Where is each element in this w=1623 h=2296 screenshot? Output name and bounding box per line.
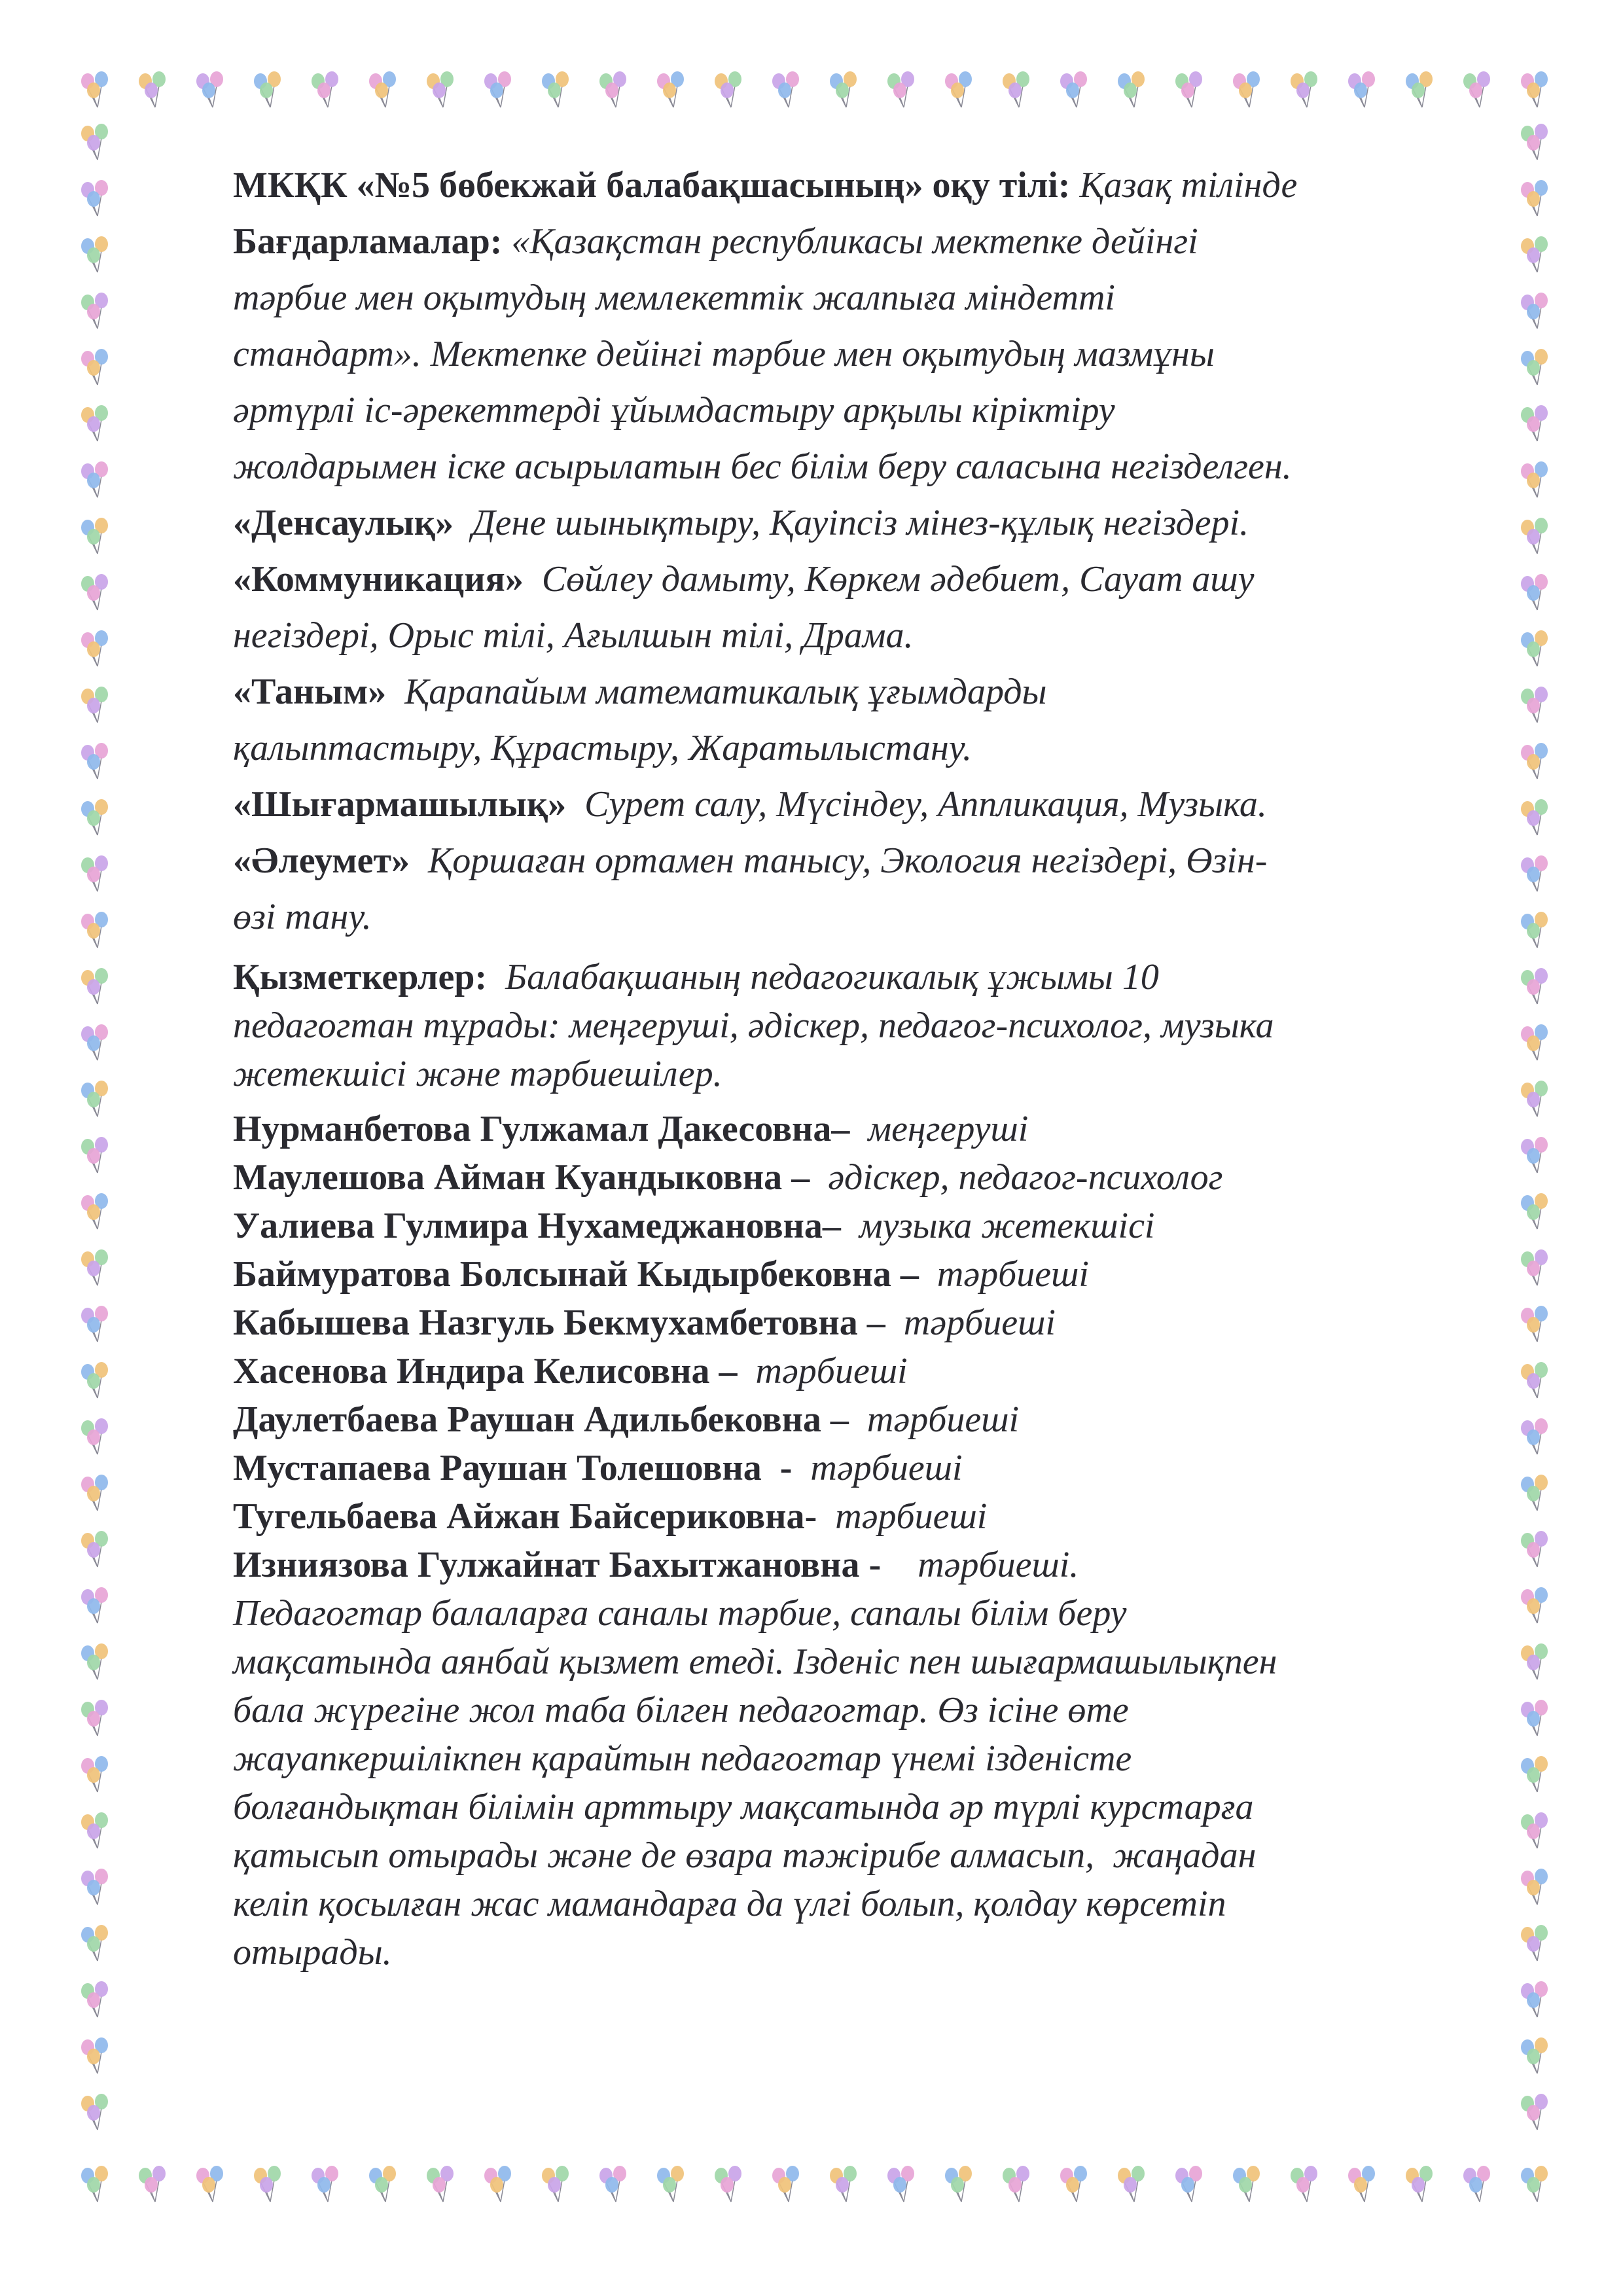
closing-line: болғандықтан білімін арттыру мақсатында әр түрлі курстарға: [233, 1787, 1254, 1827]
balloon-cluster-icon: [81, 2037, 108, 2073]
balloon-cluster-icon: [81, 630, 108, 666]
programs-line: «Қазақстан республикасы мектепке дейінгі: [511, 221, 1198, 262]
balloon-cluster-icon: [1521, 2037, 1548, 2073]
staff-name: Мустапаева Раушан Толешовна: [233, 1448, 762, 1488]
closing-line: бала жүрегіне жол таба білген педагогтар. Өз ісіне өте: [233, 1690, 1129, 1731]
balloon-cluster-icon: [887, 71, 914, 107]
balloon-cluster-icon: [1521, 71, 1548, 107]
area-name: «Денсаулық»: [233, 503, 454, 543]
balloon-cluster-icon: [81, 912, 108, 948]
staff-name: Уалиева Гулмира Нухамеджановна: [233, 1206, 823, 1246]
document-body: [233, 157, 1529, 1977]
area-communication: [233, 551, 1529, 664]
balloon-cluster-icon: [81, 1306, 108, 1342]
balloon-cluster-icon: [599, 2166, 626, 2202]
area-name: «Таным»: [233, 672, 387, 712]
balloon-cluster-icon: [427, 2166, 454, 2202]
staff-intro-line: педагогтан тұрады: меңгеруші, әдіскер, педагог-психолог, музыка: [233, 1005, 1274, 1046]
staff-separator: –: [782, 1157, 810, 1198]
staff-separator: –: [709, 1351, 738, 1391]
area-name: «Коммуникация»: [233, 559, 524, 600]
staff-name: Хасенова Индира Келисовна: [233, 1351, 710, 1391]
staff-separator: -: [859, 1545, 882, 1585]
staff-row: [233, 1299, 1529, 1347]
balloon-cluster-icon: [81, 124, 108, 160]
staff-separator: –: [822, 1206, 841, 1246]
balloon-cluster-icon: [1463, 71, 1490, 107]
balloon-cluster-icon: [1233, 2166, 1260, 2202]
balloon-cluster-icon: [715, 71, 741, 107]
balloon-cluster-icon: [139, 71, 166, 107]
area-creativity: [233, 776, 1529, 833]
staff-role: тәрбиеші: [835, 1496, 988, 1537]
programs-line: әртүрлі іс-әрекеттерді ұйымдастыру арқылы кіріктіру: [233, 390, 1115, 431]
staff-role: тәрбиеші: [936, 1254, 1089, 1295]
staff-row: [233, 1444, 1529, 1492]
balloon-cluster-icon: [1118, 71, 1145, 107]
balloon-cluster-icon: [81, 1812, 108, 1848]
balloon-cluster-icon: [254, 2166, 281, 2202]
balloon-cluster-icon: [1521, 2094, 1548, 2130]
balloon-cluster-icon: [81, 1981, 108, 2017]
balloon-cluster-icon: [81, 1193, 108, 1229]
balloon-cluster-icon: [81, 2094, 108, 2130]
balloon-cluster-icon: [81, 405, 108, 441]
area-cognition: [233, 664, 1529, 776]
balloon-cluster-icon: [81, 1362, 108, 1398]
staff-name: Кабышева Назгуль Бекмухамбетовна: [233, 1302, 858, 1343]
balloon-cluster-icon: [772, 2166, 799, 2202]
balloon-cluster-icon: [81, 1587, 108, 1623]
programs-paragraph: [233, 213, 1529, 495]
balloon-cluster-icon: [81, 1137, 108, 1173]
balloon-cluster-icon: [81, 968, 108, 1004]
staff-row: [233, 1541, 1529, 1589]
balloon-cluster-icon: [1175, 2166, 1202, 2202]
heading-bold: МКҚК «№5 бөбекжай балабақшасының» оқу тілі:: [233, 165, 1071, 206]
balloon-cluster-icon: [81, 1418, 108, 1454]
staff-role: музыка жетекшісі: [859, 1206, 1155, 1246]
balloon-cluster-icon: [1521, 1981, 1548, 2017]
heading-line: [233, 157, 1529, 213]
balloon-cluster-icon: [81, 1249, 108, 1285]
balloon-cluster-icon: [1060, 2166, 1087, 2202]
staff-separator: –: [821, 1399, 849, 1440]
staff-intro-line: жетекшісі және тәрбиешілер.: [233, 1054, 722, 1094]
balloon-cluster-icon: [657, 2166, 684, 2202]
balloon-cluster-icon: [1348, 2166, 1375, 2202]
programs-line: жолдарымен іске асырылатын бес білім беру саласына негізделген.: [233, 446, 1292, 487]
balloon-cluster-icon: [657, 71, 684, 107]
programs-label: Бағдарламалар:: [233, 221, 503, 262]
staff-row: [233, 1202, 1529, 1250]
area-subjects: Қарапайым математикалық ұғымдарды: [404, 672, 1047, 712]
staff-name: Тугельбаева Айжан Байсериковна: [233, 1496, 805, 1537]
balloon-cluster-icon: [81, 743, 108, 779]
balloon-cluster-icon: [81, 518, 108, 554]
balloon-cluster-icon: [945, 71, 972, 107]
closing-line: Педагогтар балаларға саналы тәрбие, сапалы білім беру: [233, 1593, 1127, 1634]
staff-role: тәрбиеші: [755, 1351, 908, 1391]
staff-name: Изниязова Гулжайнат Бахытжановна: [233, 1545, 860, 1585]
closing-line: мақсатында аянбай қызмет етеді. Ізденіс пен шығармашылықпен: [233, 1641, 1277, 1682]
balloon-cluster-icon: [1175, 71, 1202, 107]
staff-role: тәрбиеші: [810, 1448, 963, 1488]
balloon-cluster-icon: [81, 1643, 108, 1679]
balloon-cluster-icon: [312, 71, 338, 107]
balloon-cluster-icon: [81, 574, 108, 610]
balloon-cluster-icon: [312, 2166, 338, 2202]
staff-role: тәрбиеші: [866, 1399, 1020, 1440]
balloon-cluster-icon: [81, 349, 108, 385]
balloon-cluster-icon: [1406, 2166, 1433, 2202]
balloon-cluster-icon: [1521, 124, 1548, 160]
staff-row: [233, 1105, 1529, 1153]
balloon-cluster-icon: [830, 2166, 857, 2202]
programs-line: стандарт». Мектепке дейінгі тәрбие мен оқытудың мазмұны: [233, 334, 1215, 374]
balloon-cluster-icon: [81, 1081, 108, 1117]
balloon-cluster-icon: [1060, 71, 1087, 107]
balloon-cluster-icon: [1348, 71, 1375, 107]
balloon-cluster-icon: [81, 180, 108, 216]
staff-role: меңгеруші: [868, 1109, 1029, 1149]
balloon-cluster-icon: [1291, 2166, 1317, 2202]
balloon-cluster-icon: [81, 461, 108, 497]
area-subjects: Қоршаған ортамен танысу, Экология негіздері, Өзін-: [428, 840, 1268, 881]
closing-line: жауапкершілікпен қарайтын педагогтар үнемі ізденісте: [233, 1738, 1132, 1779]
area-social: [233, 833, 1529, 945]
balloon-cluster-icon: [254, 71, 281, 107]
balloon-cluster-icon: [1406, 71, 1433, 107]
balloon-cluster-icon: [81, 855, 108, 891]
closing-line: отырады.: [233, 1932, 392, 1973]
staff-row: [233, 1395, 1529, 1444]
closing-line: қатысып отырады және де өзара тәжірибе алмасып, жаңадан: [233, 1835, 1257, 1876]
staff-separator: -: [804, 1496, 817, 1537]
balloon-cluster-icon: [484, 2166, 511, 2202]
balloon-cluster-icon: [81, 799, 108, 835]
balloon-cluster-icon: [1521, 2166, 1548, 2202]
balloon-cluster-icon: [369, 71, 396, 107]
balloon-cluster-icon: [196, 2166, 223, 2202]
balloon-cluster-icon: [81, 1475, 108, 1511]
balloon-cluster-icon: [81, 293, 108, 329]
area-name: «Шығармашылық»: [233, 784, 567, 825]
balloon-cluster-icon: [81, 687, 108, 723]
staff-role: тәрбиеші: [903, 1302, 1056, 1343]
balloon-cluster-icon: [139, 2166, 166, 2202]
balloon-cluster-icon: [81, 1925, 108, 1961]
balloon-cluster-icon: [196, 71, 223, 107]
balloon-cluster-icon: [1118, 2166, 1145, 2202]
staff-label: Қызметкерлер:: [233, 957, 488, 997]
balloon-cluster-icon: [81, 71, 108, 107]
balloon-cluster-icon: [1003, 2166, 1029, 2202]
staff-list: [233, 1105, 1529, 1589]
balloon-cluster-icon: [599, 71, 626, 107]
balloon-cluster-icon: [945, 2166, 972, 2202]
balloon-cluster-icon: [542, 2166, 569, 2202]
staff-row: [233, 1250, 1529, 1299]
balloon-cluster-icon: [1463, 2166, 1490, 2202]
staff-separator: -: [761, 1448, 793, 1488]
balloon-cluster-icon: [715, 2166, 741, 2202]
staff-name: Нурманбетова Гулжамал Дакесовна: [233, 1109, 832, 1149]
staff-intro-line: Балабақшаның педагогикалық ұжымы 10: [505, 957, 1159, 997]
staff-name: Баймуратова Болсынай Кыдырбековна: [233, 1254, 891, 1295]
balloon-cluster-icon: [1233, 71, 1260, 107]
staff-separator: –: [891, 1254, 919, 1295]
staff-name: Маулешова Айман Куандыковна: [233, 1157, 783, 1198]
balloon-cluster-icon: [81, 2166, 108, 2202]
area-subjects: қалыптастыру, Құрастыру, Жаратылыстану.: [233, 728, 972, 768]
staff-role: тәрбиеші.: [918, 1545, 1079, 1585]
balloon-cluster-icon: [369, 2166, 396, 2202]
staff-row: [233, 1153, 1529, 1202]
balloon-cluster-icon: [887, 2166, 914, 2202]
balloon-cluster-icon: [1291, 71, 1317, 107]
heading-language: Қазақ тілінде: [1079, 165, 1298, 206]
staff-separator: –: [831, 1109, 850, 1149]
balloon-cluster-icon: [484, 71, 511, 107]
closing-line: келіп қосылған жас мамандарға да үлгі болып, қолдау көрсетіп: [233, 1884, 1226, 1924]
balloon-cluster-icon: [1003, 71, 1029, 107]
staff-intro: [233, 953, 1529, 1098]
staff-name: Даулетбаева Раушан Адильбековна: [233, 1399, 821, 1440]
balloon-cluster-icon: [81, 1531, 108, 1567]
staff-role: әдіскер, педагог-психолог: [828, 1157, 1223, 1198]
area-subjects: Сөйлеу дамыту, Көркем әдебиет, Сауат ашу: [541, 559, 1255, 600]
balloon-cluster-icon: [427, 71, 454, 107]
balloon-cluster-icon: [81, 1756, 108, 1792]
balloon-cluster-icon: [81, 1700, 108, 1736]
area-subjects: Дене шынықтыру, Қауіпсіз мінез-құлық негіздері.: [472, 503, 1249, 543]
balloon-cluster-icon: [830, 71, 857, 107]
staff-row: [233, 1347, 1529, 1395]
closing-paragraph: [233, 1589, 1529, 1977]
balloon-cluster-icon: [542, 71, 569, 107]
staff-row: [233, 1492, 1529, 1541]
programs-line: тәрбие мен оқытудың мемлекеттік жалпыға міндетті: [233, 278, 1115, 318]
area-health: [233, 495, 1529, 551]
balloon-cluster-icon: [81, 236, 108, 272]
balloon-cluster-icon: [772, 71, 799, 107]
balloon-cluster-icon: [81, 1869, 108, 1905]
area-subjects: негіздері, Орыс тілі, Ағылшын тілі, Драма.: [233, 615, 914, 656]
area-subjects: өзі тану.: [233, 897, 372, 937]
area-name: «Әлеумет»: [233, 840, 410, 881]
balloon-cluster-icon: [81, 1024, 108, 1060]
staff-separator: –: [857, 1302, 885, 1343]
area-subjects: Сурет салу, Мүсіндеу, Аппликация, Музыка.: [584, 784, 1267, 825]
